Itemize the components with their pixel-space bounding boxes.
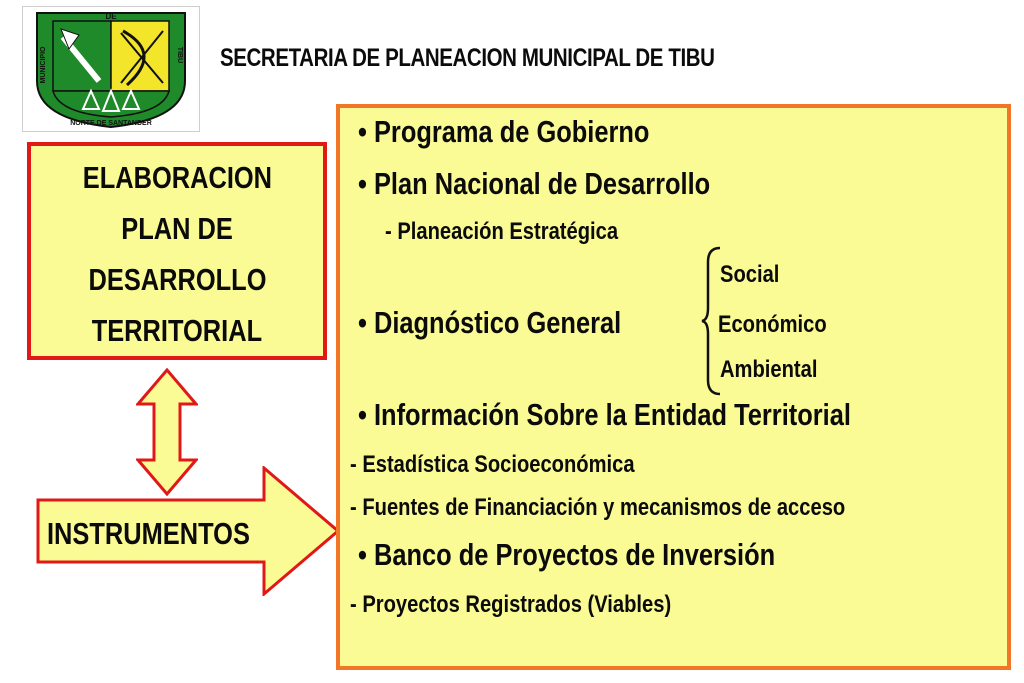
- elaboracion-box: [27, 142, 327, 360]
- curly-brace-icon: [700, 246, 724, 396]
- title-line-3: DESARROLLO: [88, 262, 266, 297]
- diag-social: Social: [720, 261, 780, 288]
- municipal-logo: [22, 6, 200, 132]
- logo-right-text: TIBU: [176, 46, 183, 64]
- logo-left-text: MUNICIPIO: [40, 46, 47, 84]
- title-line-2: PLAN DE: [121, 211, 233, 246]
- bullet-icon: •: [358, 305, 367, 340]
- item-planeacion: - Planeación Estratégica: [385, 218, 619, 245]
- diag-ambiental: Ambiental: [720, 356, 818, 383]
- item-estadistica: - Estadística Socioeconómica: [350, 451, 635, 478]
- bullet-icon: •: [358, 166, 367, 201]
- item-plan-nacional: • Plan Nacional de Desarrollo: [358, 166, 711, 201]
- bullet-icon: •: [358, 114, 367, 149]
- logo-top-text: DE: [105, 12, 117, 21]
- title-line-1: ELABORACION: [82, 160, 272, 195]
- bullet-icon: •: [358, 537, 367, 572]
- item-programa: • Programa de Gobierno: [358, 114, 650, 149]
- tibu-shield-icon: [23, 7, 199, 131]
- logo-bottom-text: NORTE DE SANTANDER: [70, 120, 152, 127]
- item-diagnostico: • Diagnóstico General: [358, 305, 622, 340]
- bullet-icon: •: [358, 397, 367, 432]
- diag-economico: Económico: [718, 311, 827, 338]
- instrumentos-label: INSTRUMENTOS: [47, 516, 250, 551]
- page-title: [220, 44, 823, 73]
- item-proyectos: - Proyectos Registrados (Viables): [350, 591, 672, 618]
- item-fuentes: - Fuentes de Financiación y mecanismos de acceso: [350, 494, 846, 521]
- page-title-text: SECRETARIA DE PLANEACION MUNICIPAL DE TIBU: [220, 44, 715, 72]
- title-line-4: TERRITORIAL: [91, 313, 263, 348]
- item-banco: • Banco de Proyectos de Inversión: [358, 537, 776, 572]
- item-informacion: • Información Sobre la Entidad Territorial: [358, 397, 851, 432]
